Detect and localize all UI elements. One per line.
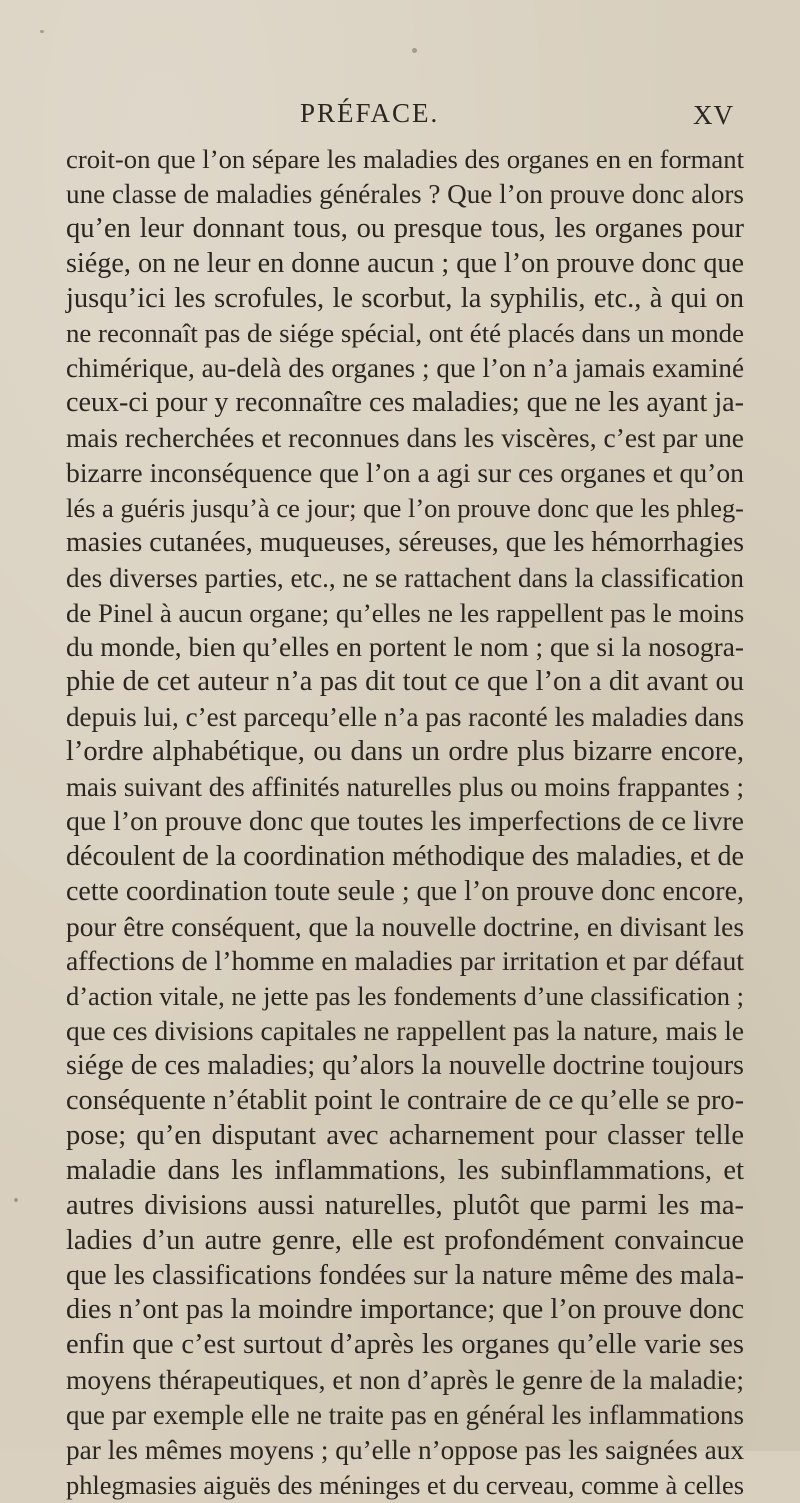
text-line: l’ordre alphabétique, ou dans un ordre plus bizarre encore, <box>66 736 744 768</box>
text-line: qu’en leur donnant tous, ou presque tous, les organes pour <box>66 212 744 244</box>
text-line: pour être conséquent, que la nouvelle doctrine, en divisant les <box>66 911 744 942</box>
text-line: ne reconnaît pas de siége spécial, ont été placés dans un monde <box>66 318 744 349</box>
page-number: XV <box>693 100 734 130</box>
text-line: phlegmasies aiguës des méninges et du cerveau, comme à celles <box>66 1469 744 1500</box>
text-line: conséquente n’établit point le contraire de ce qu’elle se pro- <box>66 1085 744 1117</box>
text-line: maladie dans les inflammations, les subinflammations, et <box>66 1154 744 1186</box>
text-line: depuis lui, c’est parcequ’elle n’a pas raconté les maladies dans <box>66 702 744 733</box>
text-line: de Pinel à aucun organe; qu’elles ne les rappellent pas le moins <box>66 597 745 628</box>
text-line: ladies d’un autre genre, elle est profondément convaincue <box>66 1224 744 1256</box>
paper-speck <box>412 48 417 53</box>
paper-speck <box>40 30 44 33</box>
text-line: des diverses parties, etc., ne se rattachent dans la classification <box>66 562 744 593</box>
paper-speck <box>14 1198 18 1202</box>
text-line: ceux-ci pour y reconnaître ces maladies; que ne les ayant ja- <box>66 387 744 419</box>
text-line: une classe de maladies générales ? Que l’on prouve donc alors <box>66 178 744 209</box>
text-line: affections de l’homme en maladies par irritation et par défaut <box>66 945 744 977</box>
running-title: PRÉFACE. <box>300 98 440 128</box>
text-line: pose; qu’en disputant avec acharnement pour classer telle <box>66 1119 744 1151</box>
page-header <box>0 98 800 138</box>
text-line: découlent de la coordination méthodique des maladies, et de <box>66 840 744 872</box>
text-line: que l’on prouve donc que toutes les imperfections de ce livre <box>66 805 744 837</box>
text-line: que ces divisions capitales ne rappellent pas la nature, mais le <box>66 1016 744 1047</box>
text-line: siége de ces maladies; qu’alors la nouvelle doctrine toujours <box>66 1050 744 1082</box>
text-line: que par exemple elle ne traite pas en général les inflammations <box>66 1400 744 1431</box>
text-line: que les classifications fondées sur la nature même des mala- <box>66 1259 744 1291</box>
text-line: jusqu’ici les scrofules, le scorbut, la syphilis, etc., à qui on <box>66 282 744 314</box>
text-line: bizarre inconséquence que l’on a agi sur ces organes et qu’on <box>66 457 744 489</box>
text-line: moyens thérapeutiques, et non d’après le genre de la maladie; <box>66 1365 744 1396</box>
text-line: lés a guéris jusqu’à ce jour; que l’on prouve donc que les phleg- <box>66 492 744 523</box>
text-line: autres divisions aussi naturelles, plutôt que parmi les ma- <box>66 1189 744 1221</box>
text-line: d’action vitale, ne jette pas les fondements d’une classification ; <box>66 981 744 1012</box>
text-line: par les mêmes moyens ; qu’elle n’oppose pas les saignées aux <box>66 1434 744 1465</box>
text-line: du monde, bien qu’elles en portent le nom ; que si la nosogra- <box>66 632 744 663</box>
text-line: croit-on que l’on sépare les maladies des organes en en formant <box>66 144 744 174</box>
paper-speck <box>230 1380 234 1386</box>
text-line: mais suivant des affinités naturelles plus ou moins frappantes ; <box>66 772 744 803</box>
text-line: masies cutanées, muqueuses, séreuses, que les hémorrhagies <box>66 526 744 558</box>
text-line: chimérique, au-delà des organes ; que l’on n’a jamais examiné <box>66 353 744 384</box>
text-line: mais recherchées et reconnues dans les viscères, c’est par une <box>66 423 744 454</box>
body-text <box>66 142 744 1503</box>
text-line: enfin que c’est surtout d’après les organes qu’elle varie ses <box>66 1329 744 1361</box>
text-line: siége, on ne leur en donne aucun ; que l’on prouve donc que <box>66 247 744 279</box>
text-line: cette coordination toute seule ; que l’on prouve donc encore, <box>66 875 744 907</box>
paper-speck <box>590 1370 593 1373</box>
text-line: phie de cet auteur n’a pas dit tout ce que l’on a dit avant ou <box>66 666 744 698</box>
text-line: dies n’ont pas la moindre importance; que l’on prouve donc <box>66 1294 745 1326</box>
